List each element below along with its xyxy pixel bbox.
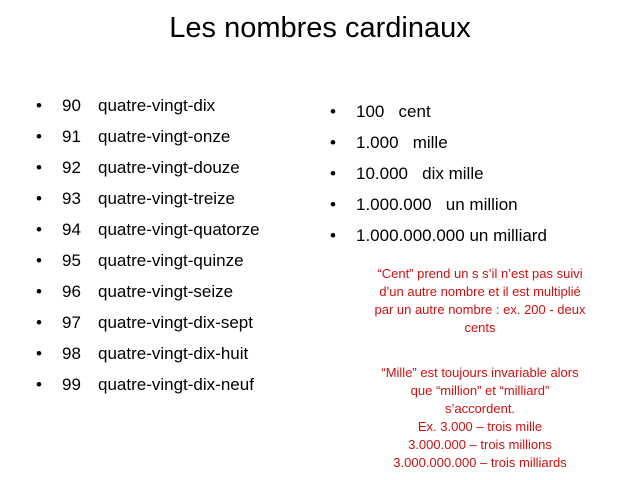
- number-value: 94: [62, 220, 81, 239]
- number-value: 95: [62, 251, 81, 270]
- bullet-icon: •: [36, 189, 42, 208]
- note-line: 3.000.000.000 – trois milliards: [393, 455, 567, 470]
- note-line: que “million” et “milliard”: [410, 383, 550, 398]
- number-value: 90: [62, 96, 81, 115]
- number-word: quatre-vingt-treize: [98, 189, 236, 208]
- note-line: cents: [464, 320, 496, 335]
- bullet-icon: •: [36, 251, 42, 270]
- number-word: quatre-vingt-quinze: [98, 251, 244, 270]
- note-line: s’accordent.: [444, 401, 516, 416]
- bullet-icon: •: [330, 164, 336, 183]
- list-item: [36, 307, 326, 338]
- number-word: quatre-vingt-douze: [98, 158, 240, 177]
- note-line: par un autre nombre : ex. 200 - deux: [374, 302, 586, 317]
- number-value: 93: [62, 189, 81, 208]
- number-value: 96: [62, 282, 81, 301]
- note-mille-invariable: [350, 364, 610, 472]
- number-value: 97: [62, 313, 81, 332]
- list-item: [36, 183, 326, 214]
- note-line: Ex. 3.000 – trois mille: [417, 419, 543, 434]
- bullet-icon: •: [330, 226, 336, 245]
- number-word: quatre-vingt-quatorze: [98, 220, 260, 239]
- number-text: 100 cent: [356, 102, 431, 121]
- number-word: quatre-vingt-dix-huit: [98, 344, 249, 363]
- numbers-list-90-99: [36, 90, 326, 400]
- list-item: [330, 127, 630, 158]
- note-cent-plural: [350, 265, 610, 337]
- large-numbers-list: [330, 96, 630, 251]
- bullet-icon: •: [36, 313, 42, 332]
- number-value: 99: [62, 375, 81, 394]
- list-item: [36, 152, 326, 183]
- number-word: quatre-vingt-onze: [98, 127, 231, 146]
- slide-title: Les nombres cardinaux: [169, 12, 471, 44]
- bullet-icon: •: [330, 133, 336, 152]
- list-item: [36, 276, 326, 307]
- bullet-icon: •: [36, 158, 42, 177]
- number-word: quatre-vingt-dix-sept: [98, 313, 253, 332]
- note-line: “Cent” prend un s s’il n’est pas suivi: [377, 266, 583, 281]
- number-text: 1.000 mille: [356, 133, 448, 152]
- bullet-icon: •: [36, 375, 42, 394]
- list-item: [36, 214, 326, 245]
- number-word: quatre-vingt-dix: [98, 96, 216, 115]
- list-item: [36, 121, 326, 152]
- number-value: 91: [62, 127, 81, 146]
- bullet-icon: •: [36, 220, 42, 239]
- note-line: d’un autre nombre et il est multiplié: [379, 284, 581, 299]
- note-line: 3.000.000 – trois millions: [408, 437, 552, 452]
- list-item: [330, 220, 630, 251]
- number-text: 1.000.000 un million: [356, 195, 518, 214]
- bullet-icon: •: [36, 96, 42, 115]
- number-word: quatre-vingt-seize: [98, 282, 234, 301]
- note-line: “Mille” est toujours invariable alors: [381, 365, 579, 380]
- list-item: [330, 158, 630, 189]
- list-item: [36, 338, 326, 369]
- list-item: [36, 369, 326, 400]
- bullet-icon: •: [36, 127, 42, 146]
- number-value: 98: [62, 344, 81, 363]
- bullet-icon: •: [36, 344, 42, 363]
- number-word: quatre-vingt-dix-neuf: [98, 375, 254, 394]
- bullet-icon: •: [330, 195, 336, 214]
- number-value: 92: [62, 158, 81, 177]
- number-text: 10.000 dix mille: [356, 164, 484, 183]
- list-item: [330, 189, 630, 220]
- bullet-icon: •: [36, 282, 42, 301]
- bullet-icon: •: [330, 102, 336, 121]
- list-item: [330, 96, 630, 127]
- list-item: [36, 245, 326, 276]
- number-text: 1.000.000.000 un milliard: [356, 226, 547, 245]
- list-item: [36, 90, 326, 121]
